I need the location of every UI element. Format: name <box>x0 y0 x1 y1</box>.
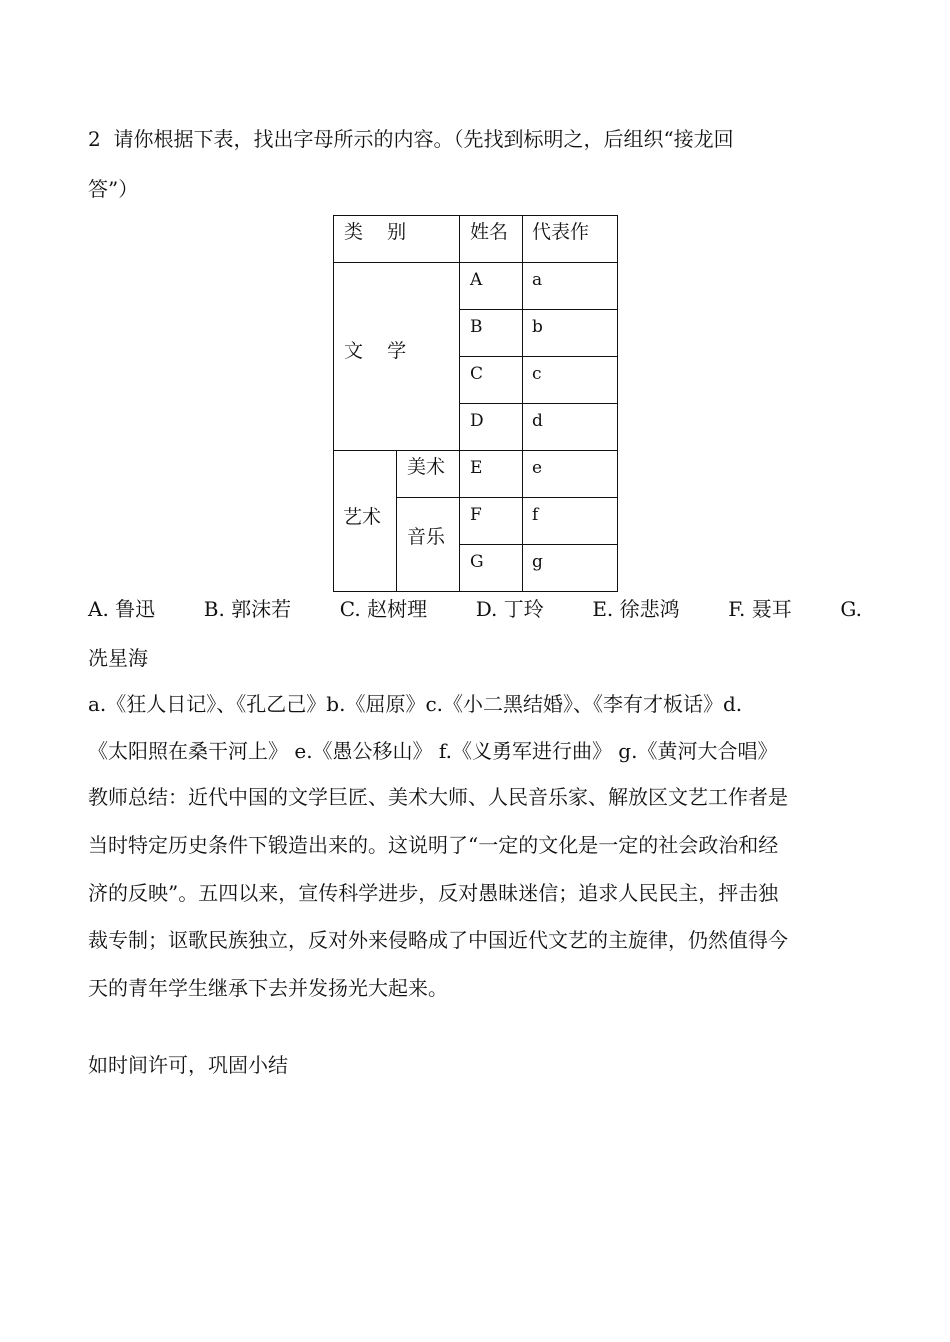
question-line-1: 2 请你根据下表，找出字母所示的内容。（先找到标明之，后组织“接龙回 <box>88 127 734 151</box>
row-name-d: D <box>470 411 484 431</box>
row-name-a: A <box>470 270 483 290</box>
closing-note: 如时间许可，巩固小结 <box>88 1053 288 1077</box>
option-c: C. 赵树理 <box>339 597 428 621</box>
option-g-continuation: 冼星海 <box>88 646 148 670</box>
summary-line-2: 当时特定历史条件下锻造出来的。这说明了“一定的文化是一定的社会政治和经 <box>88 833 779 857</box>
works-line-2: 《太阳照在桑干河上》 e.《愚公移山》 f.《义勇军进行曲》 g.《黄河大合唱》 <box>88 739 778 763</box>
header-category: 类 别 <box>344 221 407 243</box>
option-f: F. 聂耳 <box>728 597 792 621</box>
option-e: E. 徐悲鸿 <box>592 597 680 621</box>
row-work-c: c <box>532 364 542 384</box>
summary-line-1: 教师总结：近代中国的文学巨匠、美术大师、人民音乐家、解放区文艺工作者是 <box>88 785 788 809</box>
row-work-a: a <box>532 270 543 290</box>
row-name-b: B <box>470 317 483 337</box>
option-a: A. 鲁迅 <box>88 597 156 621</box>
literature-art-table <box>333 215 618 592</box>
row-work-g: g <box>532 552 543 572</box>
summary-line-3: 济的反映”。五四以来，宣传科学进步，反对愚昧迷信；追求人民民主，抨击独 <box>88 881 779 905</box>
subcategory-fine-art: 美术 <box>407 456 446 478</box>
option-b: B. 郭沫若 <box>203 597 292 621</box>
category-literature: 文 学 <box>344 340 407 362</box>
row-work-b: b <box>532 317 543 337</box>
category-art: 艺术 <box>343 506 382 528</box>
summary-line-4: 裁专制；讴歌民族独立，反对外来侵略成了中国近代文艺的主旋律，仍然值得今 <box>88 928 788 952</box>
people-options <box>88 597 862 621</box>
row-work-e: e <box>532 458 543 478</box>
option-d: D. 丁玲 <box>475 597 544 621</box>
option-g: G. <box>840 597 862 621</box>
summary-line-5: 天的青年学生继承下去并发扬光大起来。 <box>88 976 448 1000</box>
row-work-d: d <box>532 411 543 431</box>
question-line-2: 答”） <box>88 177 139 201</box>
header-name: 姓名 <box>470 221 509 243</box>
row-work-f: f <box>532 505 539 525</box>
works-line-1: a.《狂人日记》、《孔乙己》b.《屈原》c.《小二黑结婚》、《李有才板话》d. <box>88 692 743 716</box>
header-work: 代表作 <box>532 221 590 243</box>
row-name-e: E <box>470 458 483 478</box>
row-name-g: G <box>470 552 484 572</box>
subcategory-music: 音乐 <box>407 526 446 548</box>
row-name-f: F <box>470 505 482 525</box>
row-name-c: C <box>470 364 484 384</box>
